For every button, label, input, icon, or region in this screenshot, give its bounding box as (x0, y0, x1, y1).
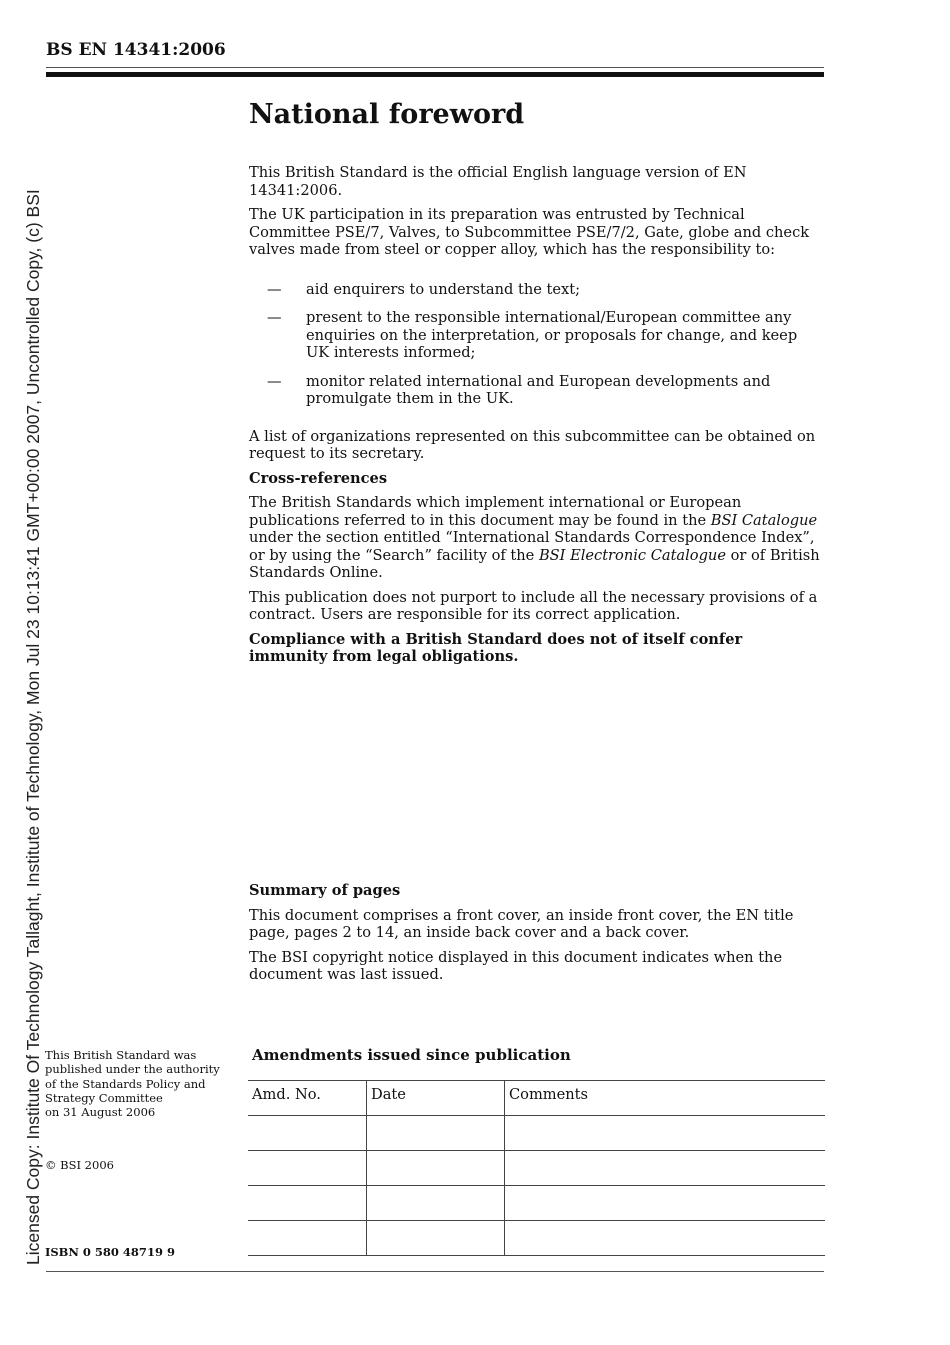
participation-paragraph: The UK participation in its preparation was entrusted by Technical Committee PSE/7, Valves, to Subcommittee PSE/7/2, Gate, globe and check valves made from steel or copper alloy, which has the responsibility to: (249, 206, 810, 258)
copyright: © BSI 2006 (45, 1158, 114, 1172)
summary-paragraph: This document comprises a front cover, an inside front cover, the EN title page, pages 2 to 14, an inside back cover and a back cover. (249, 906, 794, 941)
table-header-row (248, 1081, 825, 1116)
column-header: Date (367, 1081, 505, 1116)
list-item: — aid enquirers to understand the text; (267, 280, 581, 298)
responsibility-list (249, 281, 824, 408)
isbn: ISBN 0 580 48719 9 (45, 1245, 175, 1259)
provisions-paragraph: This publication does not purport to include all the necessary provisions of a contract. Users are responsible for its correct application. (249, 588, 818, 623)
compliance-statement: Compliance with a British Standard does not of itself confer immunity from legal obligations. (249, 630, 743, 665)
footer-rule (46, 1271, 824, 1272)
document-id: BS EN 14341:2006 (46, 40, 226, 60)
bsi-catalogue-ref: BSI Catalogue (710, 511, 818, 529)
publication-note: This British Standard was published under the authority of the Standards Policy and Strategy Committee on 31 August 2006 (45, 1048, 220, 1120)
column-header: Amd. No. (248, 1081, 367, 1116)
list-item: — present to the responsible international/European committee any enquiries on the interpretation, or proposals for change, and keep UK interests informed; (267, 309, 798, 361)
summary-heading: Summary of pages (249, 882, 401, 899)
page-title: National foreword (249, 99, 525, 130)
table-row (248, 1116, 825, 1151)
table-row (248, 1186, 825, 1221)
summary-of-pages (249, 882, 824, 991)
list-item: — monitor related international and European developments and promulgate them in the UK. (267, 372, 771, 407)
org-list-paragraph: A list of organizations represented on this subcommittee can be obtained on request to its secretary. (249, 427, 816, 462)
amendments-table (248, 1080, 825, 1256)
cross-references-heading: Cross-references (249, 469, 388, 487)
amendments-title: Amendments issued since publication (252, 1046, 571, 1064)
table-row (248, 1151, 825, 1186)
header-rule-thick (46, 72, 824, 77)
header-rule-thin (46, 67, 824, 68)
foreword-body (249, 164, 824, 673)
column-header: Comments (505, 1081, 826, 1116)
intro-paragraph: This British Standard is the official English language version of EN 14341:2006. (249, 164, 747, 199)
copyright-notice-paragraph: The BSI copyright notice displayed in this document indicates when the document was last issued. (249, 948, 783, 983)
table-row (248, 1221, 825, 1256)
cross-references-paragraph: The British Standards which implement international or European publications referred to in this document may be found in the BSI Catalogue under the section entitled “International Standards Correspondence Index”, or by using the “Search” facility of the BSI Electronic Catalogue or of British Standards Online. (249, 494, 820, 581)
bsi-electronic-catalogue-ref: BSI Electronic Catalogue (538, 546, 726, 564)
license-watermark: Licensed Copy: Institute Of Technology Tallaght, Institute of Technology, Mon Jul 23 10:13:41 GMT+00:00 2007, Uncontrolled Copy, (c) BSI (23, 189, 43, 1265)
